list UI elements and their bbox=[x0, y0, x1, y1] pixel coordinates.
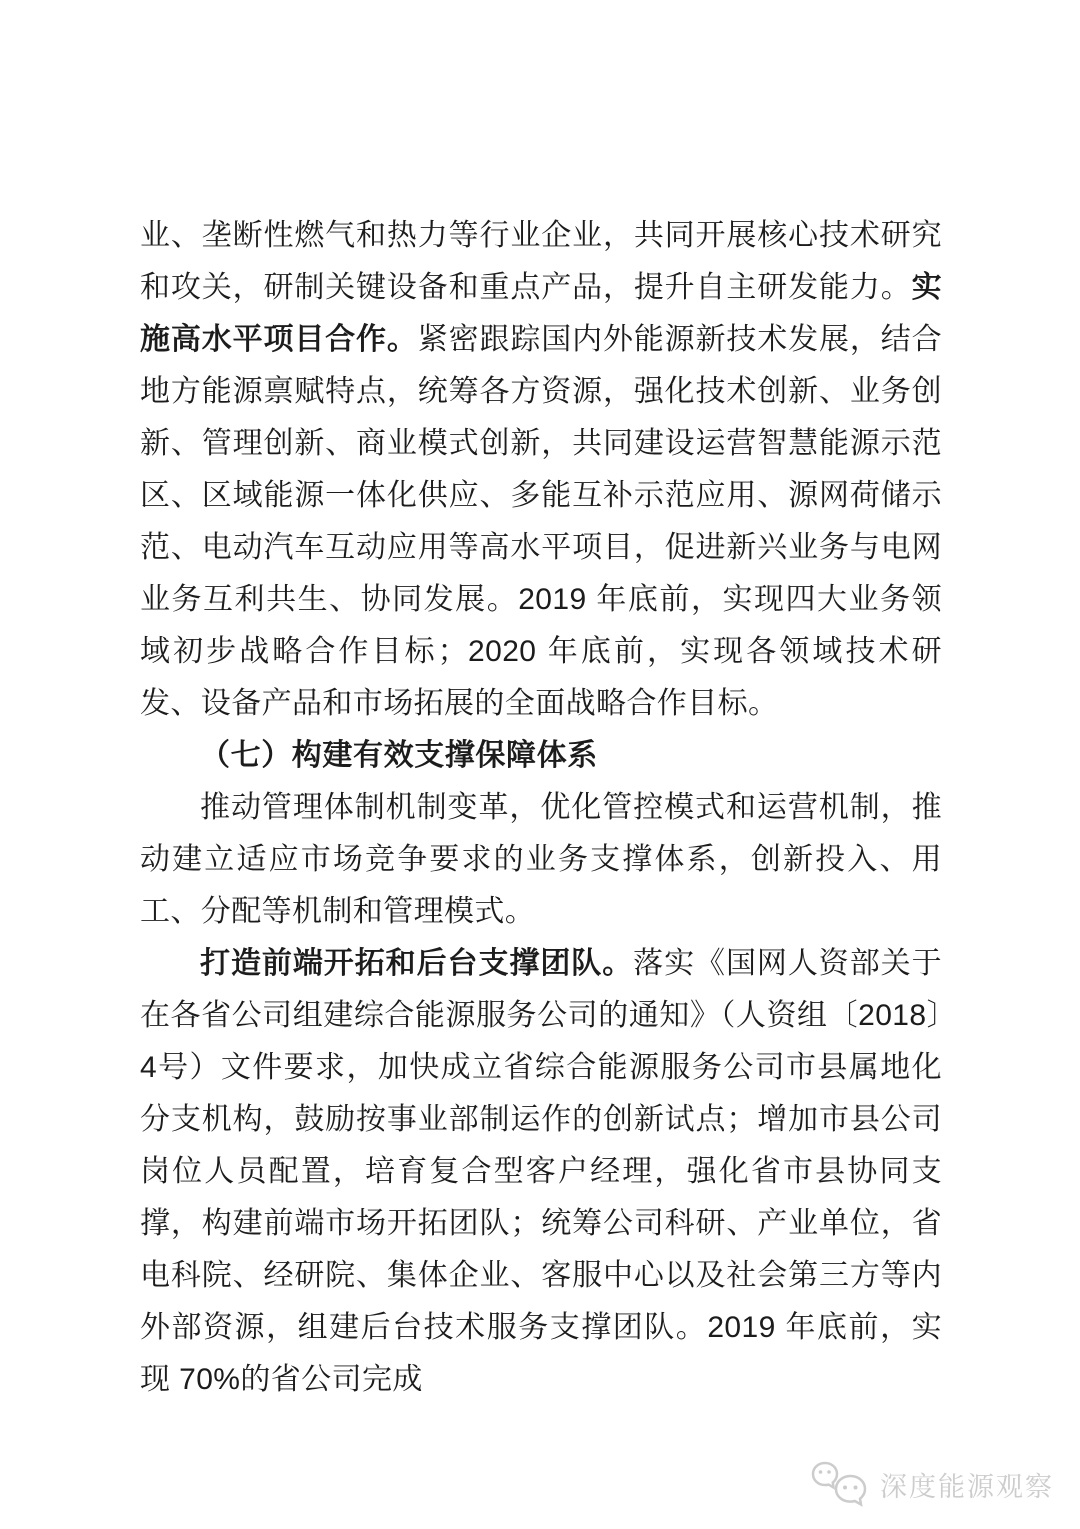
paragraph-1 bbox=[140, 210, 942, 730]
wechat-icon bbox=[810, 1460, 872, 1508]
document-body bbox=[140, 210, 942, 1406]
text-segment: 业、垄断性燃气和热力等行业企业，共同开展核心技术研究和攻关，研制关键设备和重点产品，提升自主研发能力。 bbox=[140, 219, 942, 304]
text-segment: 推动管理体制机制变革，优化管控模式和运营机制，推动建立适应市场竞争要求的业务支撑体系，创新投入、用工、分配等机制和管理模式。 bbox=[140, 791, 942, 928]
watermark bbox=[810, 1460, 1054, 1508]
paragraph-4 bbox=[140, 938, 942, 1406]
text-segment: 落实《国网人资部关于在各省公司组建综合能源服务公司的通知》（人资组〔2018〕4号）文件要求，加快成立省综合能源服务公司市县属地化分支机构，鼓励按事业部制运作的创新试点；增加市县公司岗位人员配置，培育复合型客户经理，强化省市县协同支撑，构建前端市场开拓团队；统筹公司科研、产业单位，省电科院、经研院、集体企业、客服中心以及社会第三方等内外部资源，组建后台技术服务支撑团队。2019 年底前，实现 70%的省公司完成 bbox=[140, 947, 943, 1396]
bold-text-segment: （七）构建有效支撑保障体系 bbox=[200, 739, 598, 772]
bold-text-segment: 实施高水平项目合作。 bbox=[140, 271, 942, 356]
text-segment: 紧密跟踪国内外能源新技术发展，结合地方能源禀赋特点，统筹各方资源，强化技术创新、业务创新、管理创新、商业模式创新，共同建设运营智慧能源示范区、区域能源一体化供应、多能互补示范应用、源网荷储示范、电动汽车互动应用等高水平项目，促进新兴业务与电网业务互利共生、协同发展。2019 年底前，实现四大业务领域初步战略合作目标；2020 年底前，实现各领域技术研发、设备产品和市场拓展的全面战略合作目标。 bbox=[140, 323, 942, 720]
section-heading bbox=[140, 730, 942, 782]
watermark-label: 深度能源观察 bbox=[880, 1471, 1054, 1502]
paragraph-3 bbox=[140, 782, 942, 938]
bold-text-segment: 打造前端开拓和后台支撑团队。 bbox=[200, 947, 634, 980]
